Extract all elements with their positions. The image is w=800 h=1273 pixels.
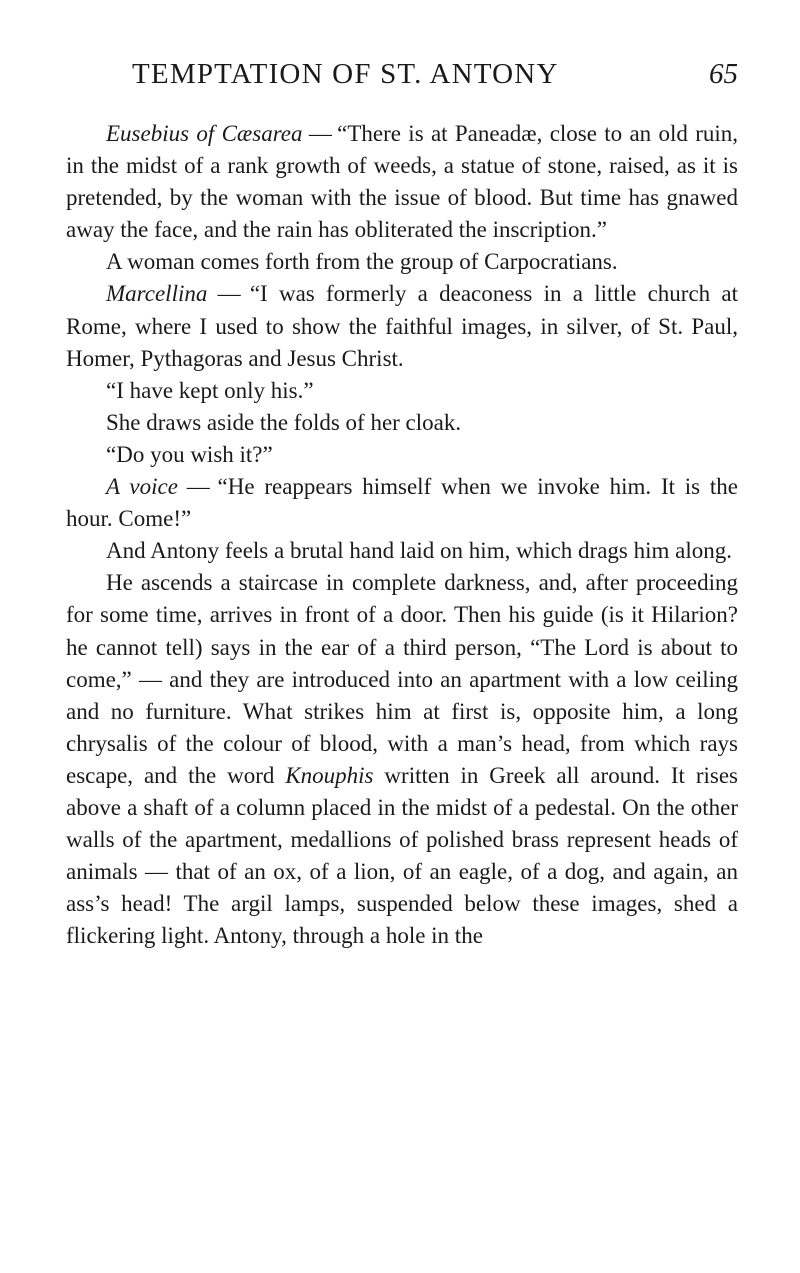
body-text: [66, 118, 738, 952]
paragraph-text: She draws aside the folds of her cloak.: [106, 409, 462, 435]
paragraph-woman-comes-forth: [66, 246, 738, 278]
paragraph-text: “I have kept only his.”: [106, 377, 314, 403]
paragraph-a-voice: [66, 471, 738, 535]
paragraph-staircase: [66, 567, 738, 952]
paragraph-text: And Antony feels a brutal hand laid on him, which drags him along.: [106, 538, 732, 564]
speaker-name: Marcellina: [106, 281, 208, 307]
paragraph-do-you-wish: [66, 439, 738, 471]
em-dash: —: [207, 281, 250, 307]
running-title: TEMPTATION OF ST. ANTONY: [132, 58, 559, 90]
paragraph-antony-feels: [66, 535, 738, 567]
speaker-name: A voice: [106, 474, 178, 500]
paragraph-kept-only-his: [66, 375, 738, 407]
paragraph-text: “He reappears himself when we invoke him. It is the hour. Come!”: [66, 474, 739, 532]
paragraph-text: “I was formerly a deaconess in a little church at Rome, where I used to show the faithful images, in silver, of St. Paul, Homer, Pythagoras and Jesus Christ.: [66, 281, 739, 371]
paragraph-draws-aside: [66, 407, 738, 439]
paragraph-marcellina: [66, 278, 738, 374]
em-dash: —: [302, 121, 338, 146]
page-number: 65: [709, 58, 738, 90]
running-head: [66, 58, 738, 98]
speaker-name: Eusebius of Cæsarea: [106, 121, 303, 146]
paragraph-text: “There is at Paneadæ, close to an old ruin, in the midst of a rank growth of weeds, a statue of stone, raised, as it is pretended, by the woman with the issue of blood. But time has gnawed away the face, and the rain has obliterated the inscription.”: [66, 121, 739, 243]
paragraph-eusebius: [66, 118, 738, 246]
paragraph-text: written in Greek all around. It rises above a shaft of a column placed in the midst of a pedestal. On the other walls of the apartment, medallions of polished brass represent heads of animals — that of an ox, of a lion, of an eagle, of a dog, and again, an ass’s head! The argil lamps, suspended below these images, shed a flickering light. Antony, through a hole in the: [66, 762, 738, 949]
em-dash: —: [177, 474, 218, 500]
paragraph-text: “Do you wish it?”: [106, 441, 273, 467]
italic-word-knouphis: Knouphis: [285, 762, 374, 788]
paragraph-text: He ascends a staircase in complete darkness, and, after proceeding for some time, arrives in front of a door. Then his guide (is it Hilarion? he cannot tell) says in the ear of a third person, “The Lord is about to come,” — and they are introduced into an apartment with a low ceiling and no furniture. What strikes him at first is, opposite him, a long chrysalis of the colour of blood, with a man’s head, from which rays escape, and the word: [66, 570, 738, 788]
paragraph-text: A woman comes forth from the group of Carpocratians.: [106, 249, 618, 275]
